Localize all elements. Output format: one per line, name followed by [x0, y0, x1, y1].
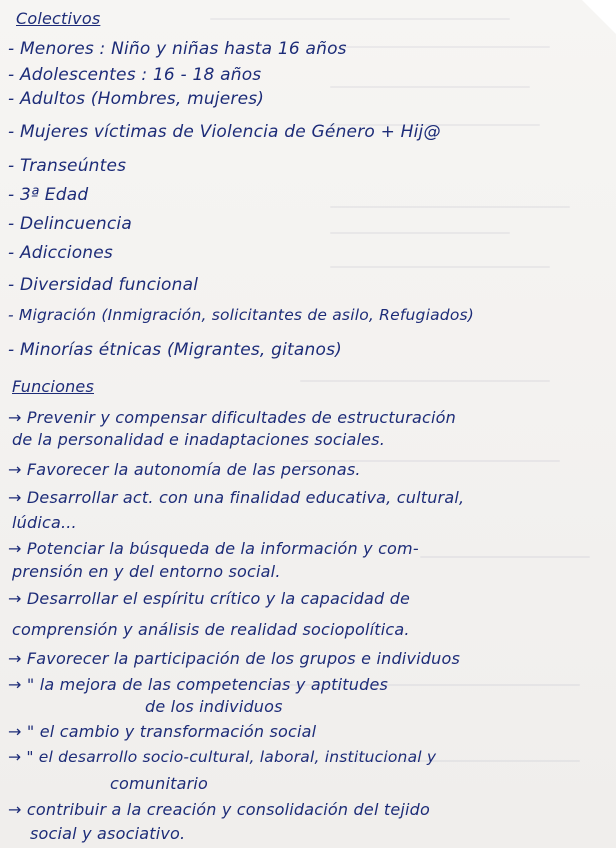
funcion-line: → " el cambio y transformación social [8, 722, 317, 741]
colectivo-item: - Adicciones [8, 243, 113, 263]
funcion-line: de la personalidad e inadaptaciones sociales. [12, 430, 385, 449]
colectivo-item: - 3ª Edad [8, 185, 89, 205]
funcion-line: → " la mejora de las competencias y aptitudes [8, 675, 389, 694]
funcion-line: → Favorecer la autonomía de las personas. [8, 460, 361, 479]
colectivo-item: - Minorías étnicas (Migrantes, gitanos) [8, 340, 342, 360]
colectivo-item: - Migración (Inmigración, solicitantes de asilo, Refugiados) [8, 306, 475, 324]
colectivo-item: - Diversidad funcional [8, 275, 199, 295]
funcion-line: → Desarrollar act. con una finalidad educativa, cultural, [8, 488, 465, 507]
funcion-line: comprensión y análisis de realidad sociopolítica. [12, 620, 410, 639]
funcion-line: → Desarrollar el espíritu crítico y la capacidad de [8, 589, 411, 608]
colectivo-item: - Adultos (Hombres, mujeres) [8, 89, 265, 109]
funcion-line: comunitario [110, 774, 208, 793]
funcion-line: → " el desarrollo socio-cultural, laboral, institucional y [8, 748, 437, 766]
colectivo-item: - Mujeres víctimas de Violencia de Género + Hij@ [8, 122, 441, 142]
funcion-line: de los individuos [145, 697, 283, 716]
funcion-line: → contribuir a la creación y consolidación del tejido [8, 800, 431, 819]
colectivo-item: - Adolescentes : 16 - 18 años [8, 65, 262, 85]
folded-corner [582, 0, 616, 34]
colectivo-item: - Transeúntes [8, 156, 127, 176]
colectivos-heading: Colectivos [16, 9, 101, 28]
funcion-line: → Favorecer la participación de los grupos e individuos [8, 649, 460, 668]
colectivo-item: - Menores : Niño y niñas hasta 16 años [8, 39, 347, 59]
colectivo-item: - Delincuencia [8, 214, 132, 234]
funcion-line: → Prevenir y compensar dificultades de estructuración [8, 408, 456, 427]
funcion-line: → Potenciar la búsqueda de la información y com- [8, 539, 419, 558]
funcion-line: prensión en y del entorno social. [12, 562, 281, 581]
funcion-line: lúdica... [12, 513, 77, 532]
funcion-line: social y asociativo. [30, 824, 186, 843]
funciones-heading: Funciones [12, 377, 94, 396]
